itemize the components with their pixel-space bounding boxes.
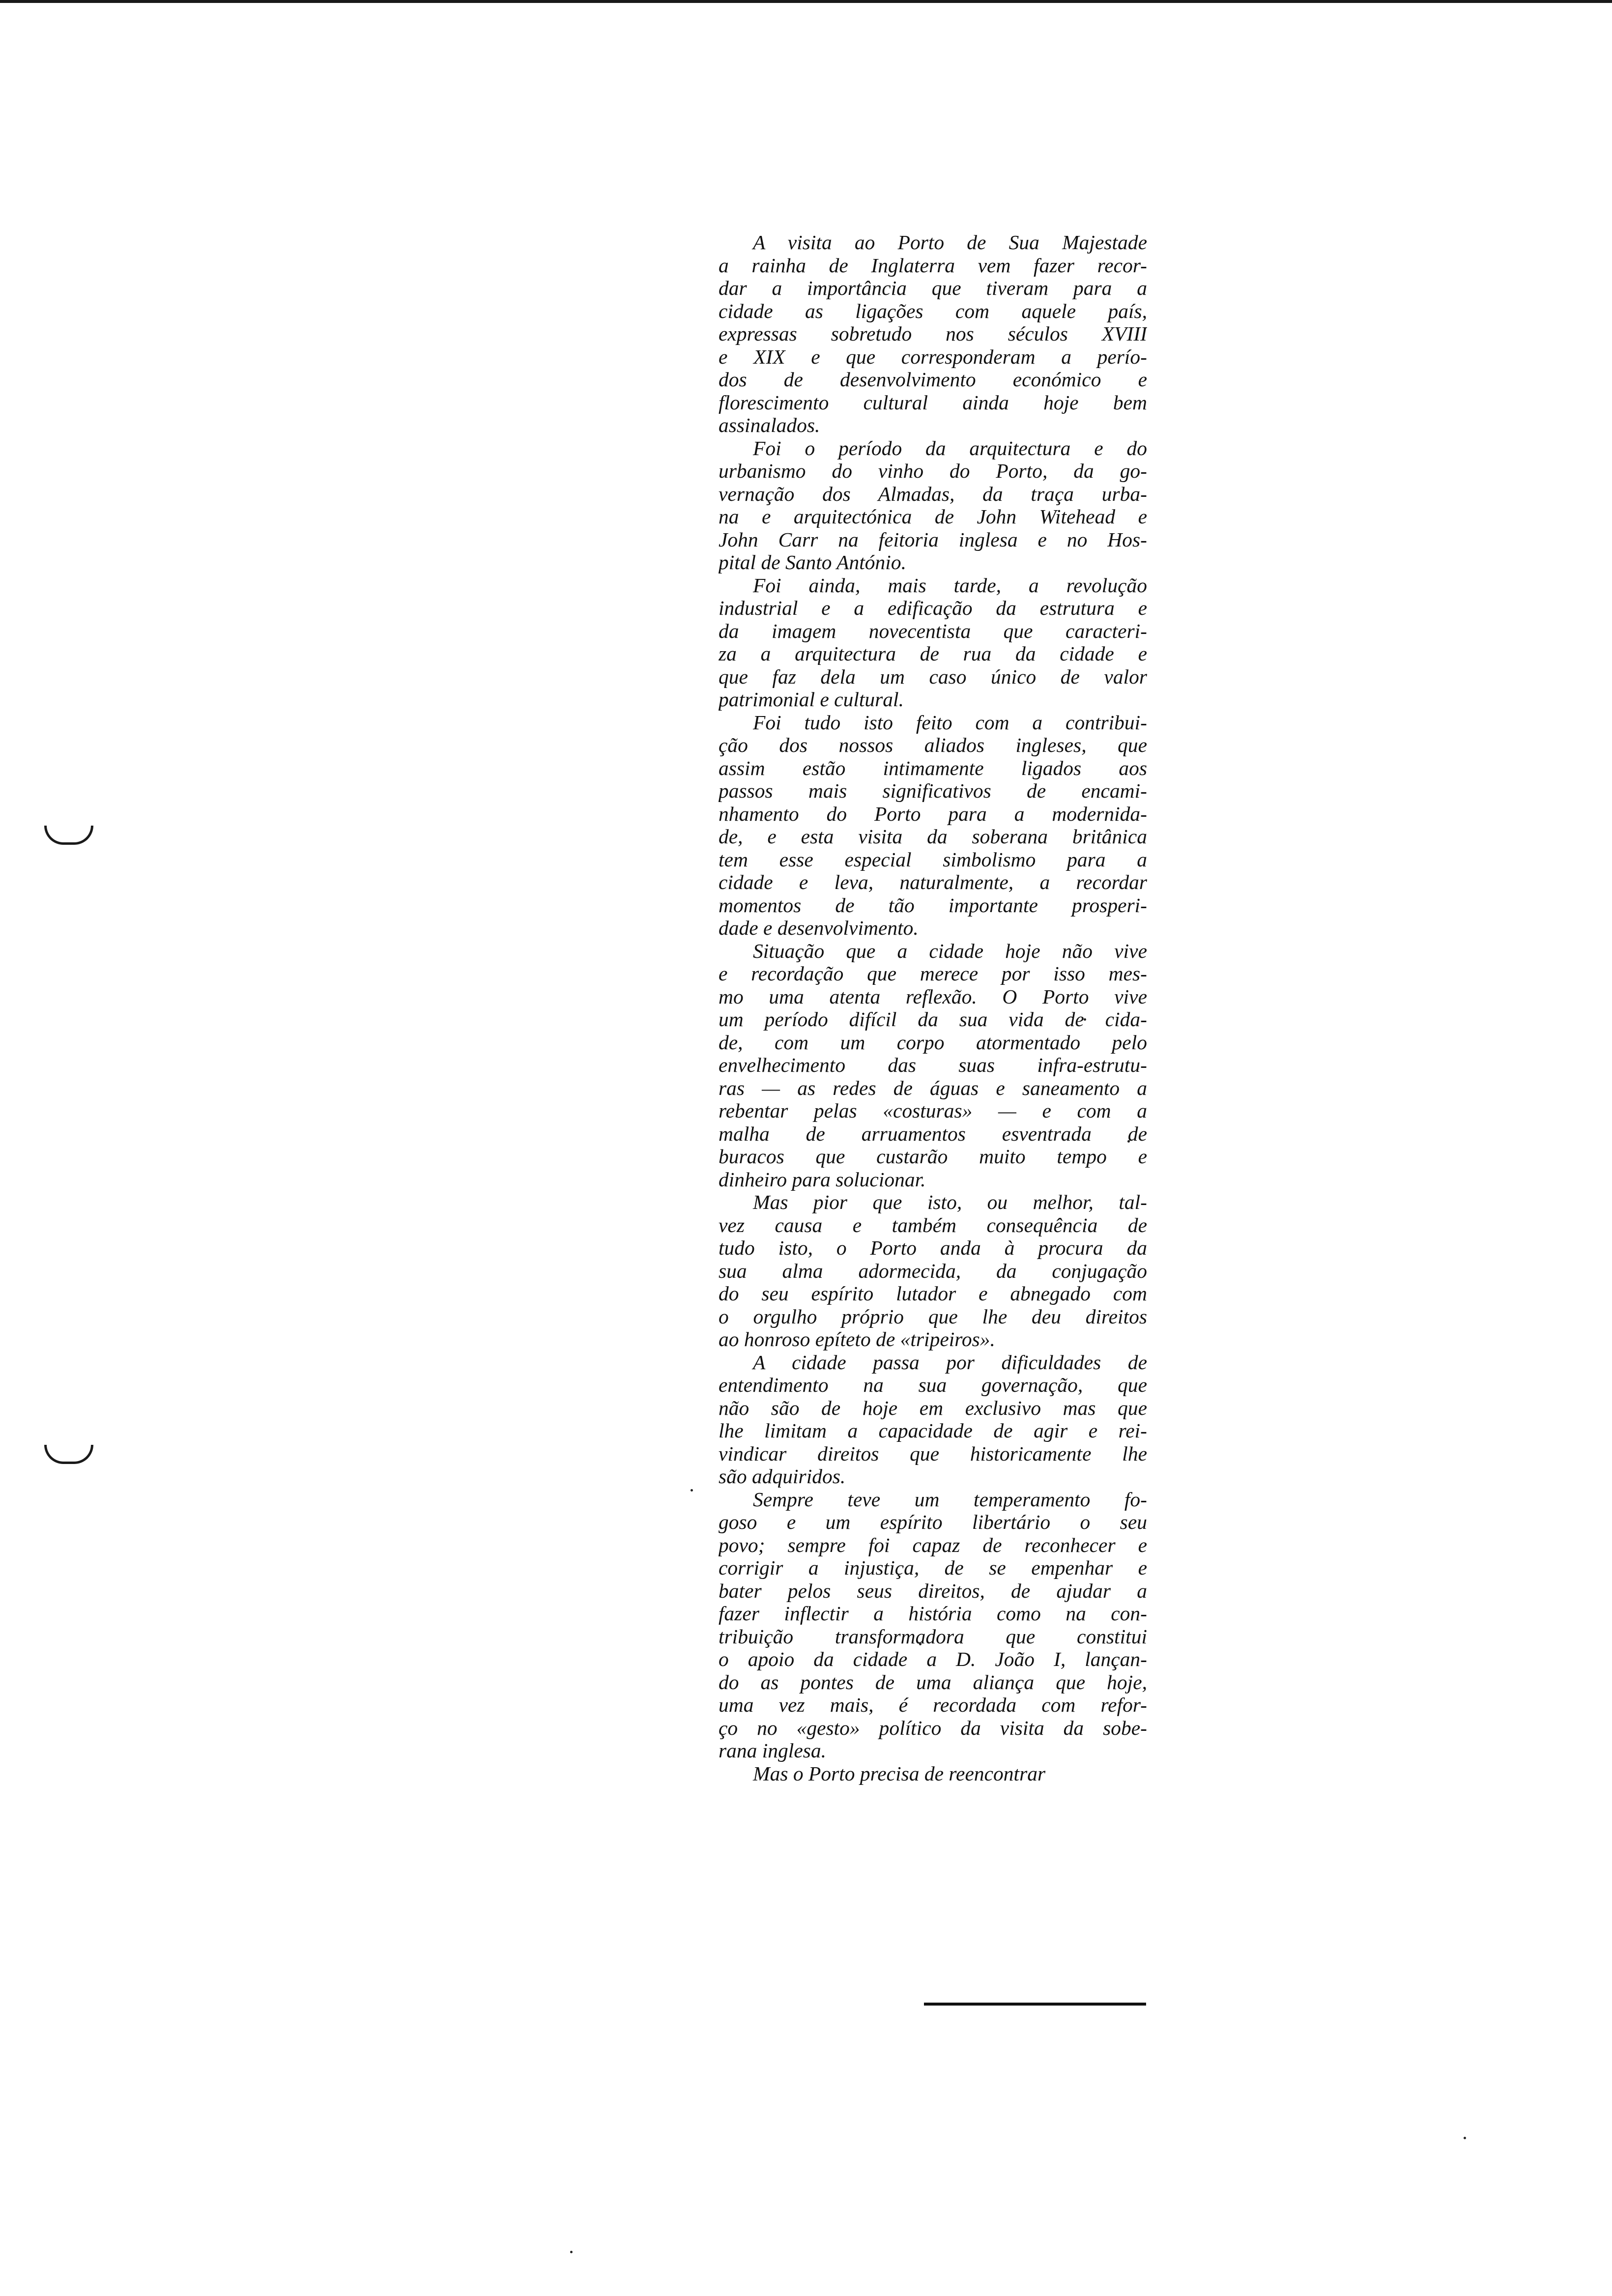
article-line: vernação dos Almadas, da traça urba-	[719, 482, 1147, 505]
article-line: bater pelos seus direitos, de ajudar a	[719, 1579, 1147, 1602]
article-line: lhe limitam a capacidade de agir e rei-	[719, 1419, 1147, 1442]
article-line: não são de hoje em exclusivo mas que	[719, 1396, 1147, 1419]
article-line: o apoio da cidade a D. João I, lançan-	[719, 1648, 1147, 1670]
article-line: tribuição transformadora que constitui	[719, 1625, 1147, 1648]
article-line: cidade as ligações com aquele país,	[719, 299, 1147, 322]
article-line: expressas sobretudo nos séculos XVIII	[719, 322, 1147, 345]
article-line: A cidade passa por dificuldades de	[753, 1350, 1147, 1374]
article-line: ao honroso epíteto de «tripeiros».	[719, 1328, 995, 1350]
article-line: na e arquitectónica de John Witehead e	[719, 505, 1147, 528]
article-line: John Carr na feitoria inglesa e no Hos-	[719, 528, 1147, 551]
article-line: dar a importância que tiveram para a	[719, 277, 1147, 299]
article-line: rana inglesa.	[719, 1739, 827, 1762]
article-line: momentos de tão importante prosperi-	[719, 893, 1147, 917]
article-line: ras — as redes de águas e saneamento a	[719, 1076, 1147, 1099]
article-line: urbanismo do vinho do Porto, da go-	[719, 459, 1147, 482]
article-line: ção dos nossos aliados ingleses, que	[719, 734, 1147, 756]
article-line: de, com um corpo atormentado pelo	[719, 1031, 1147, 1054]
article-line: um período difícil da sua vida de cida-	[719, 1008, 1147, 1031]
article-line: mo uma atenta reflexão. O Porto vive	[719, 985, 1147, 1008]
article-line: passos mais significativos de encami-	[719, 779, 1147, 802]
article-line: za a arquitectura de rua da cidade e	[719, 642, 1147, 665]
article-line: que faz dela um caso único de valor	[719, 665, 1147, 688]
article-line: goso e um espírito libertário o seu	[719, 1511, 1147, 1533]
article-line: cidade e leva, naturalmente, a recordar	[719, 871, 1147, 893]
article-line: Situação que a cidade hoje não vive	[753, 939, 1147, 962]
scan-speck	[570, 2251, 573, 2253]
article-line: industrial e a edificação da estrutura e	[719, 597, 1147, 619]
article-line: assim estão intimamente ligados aos	[719, 756, 1147, 779]
article-line: florescimento cultural ainda hoje bem	[719, 391, 1147, 414]
article-line: vindicar direitos que historicamente lhe	[719, 1442, 1147, 1465]
article-line: Foi tudo isto feito com a contribui-	[753, 711, 1147, 734]
article-line: Mas o Porto precisa de reencontrar	[753, 1762, 1046, 1785]
punch-hole-mark-bottom	[44, 1445, 93, 1464]
column-end-rule	[924, 2003, 1146, 2006]
article-line: tudo isto, o Porto anda à procura da	[719, 1236, 1147, 1259]
article-line: a rainha de Inglaterra vem fazer recor-	[719, 254, 1147, 277]
article-line: buracos que custarão muito tempo e	[719, 1145, 1147, 1168]
top-edge-rule	[0, 0, 1612, 3]
article-line: pital de Santo António.	[719, 551, 906, 574]
scan-speck	[1464, 2137, 1466, 2139]
article-line: nhamento do Porto para a modernida-	[719, 802, 1147, 825]
article-line: assinalados.	[719, 414, 820, 436]
article-line: entendimento na sua governação, que	[719, 1374, 1147, 1396]
punch-hole-mark-top	[44, 826, 93, 845]
article-line: corrigir a injustiça, de se empenhar e	[719, 1556, 1147, 1579]
article-line: malha de arruamentos esventrada de	[719, 1122, 1147, 1145]
article-line: ço no «gesto» político da visita da sobe-	[719, 1716, 1147, 1739]
article-line: povo; sempre foi capaz de reconhecer e	[719, 1533, 1147, 1556]
article-line: dinheiro para solucionar.	[719, 1168, 926, 1191]
article-line: fazer inflectir a história como na con-	[719, 1602, 1147, 1625]
article-line: tem esse especial simbolismo para a	[719, 848, 1147, 871]
article-line: de, e esta visita da soberana britânica	[719, 825, 1147, 848]
article-line: o orgulho próprio que lhe deu direitos	[719, 1305, 1147, 1328]
article-line: Mas pior que isto, ou melhor, tal-	[753, 1191, 1147, 1213]
article-line: e recordação que merece por isso mes-	[719, 962, 1147, 985]
article-line: Foi o período da arquitectura e do	[753, 436, 1147, 459]
article-line: A visita ao Porto de Sua Majestade	[753, 231, 1147, 254]
article-line: patrimonial e cultural.	[719, 688, 904, 711]
article-line: envelhecimento das suas infra-estrutu-	[719, 1054, 1147, 1076]
article-line: uma vez mais, é recordada com refor-	[719, 1693, 1147, 1716]
scan-speck	[691, 1489, 693, 1492]
article-line: e XIX e que corresponderam a perío-	[719, 345, 1147, 368]
article-line: da imagem novecentista que caracteri-	[719, 619, 1147, 642]
article-line: do seu espírito lutador e abnegado com	[719, 1282, 1147, 1305]
article-line: Foi ainda, mais tarde, a revolução	[753, 574, 1147, 597]
article-line: dade e desenvolvimento.	[719, 917, 919, 939]
article-line: dos de desenvolvimento económico e	[719, 368, 1147, 391]
article-line: sua alma adormecida, da conjugação	[719, 1259, 1147, 1282]
article-line: são adquiridos.	[719, 1465, 846, 1488]
article-line: do as pontes de uma aliança que hoje,	[719, 1670, 1147, 1693]
article-line: Sempre teve um temperamento fo-	[753, 1488, 1147, 1511]
article-line: vez causa e também consequência de	[719, 1213, 1147, 1236]
article-line: rebentar pelas «costuras» — e com a	[719, 1099, 1147, 1122]
article-column	[719, 231, 1147, 1785]
